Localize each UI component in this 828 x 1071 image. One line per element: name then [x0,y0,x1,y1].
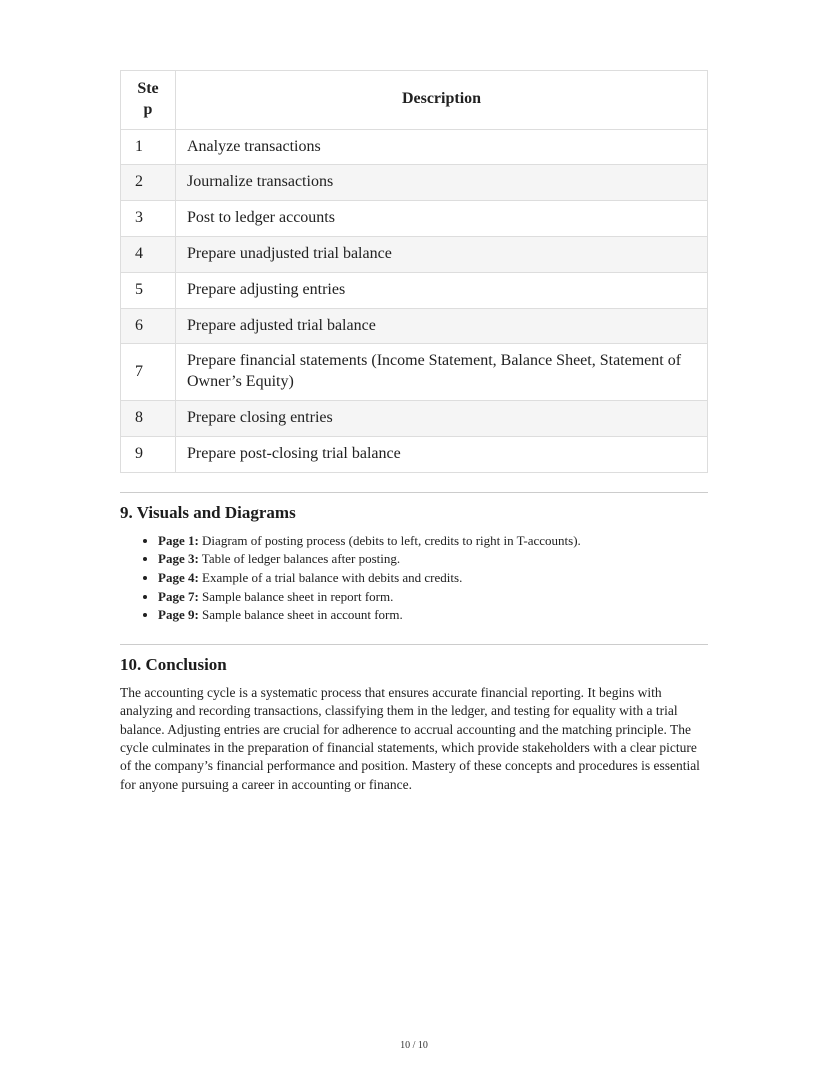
list-item [158,588,708,607]
description-column-header: Description [176,71,708,130]
table-row [121,400,708,436]
list-item [158,606,708,625]
visuals-list [120,532,708,625]
page-ref-label: Page 7: [158,588,199,604]
step-cell: 1 [121,129,176,165]
page-ref-label: Page 3: [158,551,199,567]
table-row [121,201,708,237]
table-row [121,344,708,401]
table-row [121,272,708,308]
step-cell: 5 [121,272,176,308]
conclusion-paragraph: The accounting cycle is a systematic process that ensures accurate financial reporting. It begins with analyzing and recording transactions, classifying them in the ledger, and testing for equality with a trial balance. Adjusting entries are crucial for adherence to accrual accounting and the matching principle. The cycle culminates in the preparation of financial statements, which provide stakeholders with a clear picture of the company’s financial performance and position. Mastery of these concepts and procedures is essential for anyone pursuing a career in accounting or finance. [120,684,700,792]
step-cell: 3 [121,201,176,237]
description-cell: Prepare adjusting entries [176,272,708,308]
page-ref-text: Sample balance sheet in report form. [198,588,394,604]
page-content [120,70,708,794]
table-header-row [121,71,708,130]
page-number: 10 / 10 [400,1040,428,1051]
step-column-header: Step [121,71,176,130]
table-row [121,236,708,272]
table-row [121,129,708,165]
description-cell: Analyze transactions [176,129,708,165]
table-row [121,308,708,344]
description-cell: Post to ledger accounts [176,201,708,237]
description-cell: Prepare financial statements (Income Statement, Balance Sheet, Statement of Owner’s Equity) [176,344,708,401]
description-cell: Prepare post-closing trial balance [176,436,708,472]
page-ref-label: Page 4: [158,569,199,585]
description-cell: Prepare unadjusted trial balance [176,236,708,272]
list-item [158,569,708,588]
page-ref-label: Page 9: [158,607,199,623]
description-cell: Journalize transactions [176,165,708,201]
visuals-heading: 9. Visuals and Diagrams [120,502,296,522]
page-ref-text: Example of a trial balance with debits and credits. [198,569,463,585]
step-cell: 8 [121,400,176,436]
step-cell: 7 [121,344,176,401]
list-item [158,550,708,569]
list-item [158,532,708,551]
section-divider [120,644,708,645]
page-ref-text: Diagram of posting process (debits to left, credits to right in T-accounts). [198,532,581,548]
step-cell: 6 [121,308,176,344]
description-cell: Prepare closing entries [176,400,708,436]
accounting-cycle-table [120,70,708,473]
step-cell: 4 [121,236,176,272]
description-cell: Prepare adjusted trial balance [176,308,708,344]
page-ref-label: Page 1: [158,532,199,548]
section-divider [120,492,708,493]
conclusion-heading: 10. Conclusion [120,654,227,674]
table-row [121,165,708,201]
page-ref-text: Sample balance sheet in account form. [198,607,403,623]
table-row [121,436,708,472]
step-cell: 2 [121,165,176,201]
cycle-table-body [121,129,708,472]
page-ref-text: Table of ledger balances after posting. [198,551,401,567]
step-cell: 9 [121,436,176,472]
